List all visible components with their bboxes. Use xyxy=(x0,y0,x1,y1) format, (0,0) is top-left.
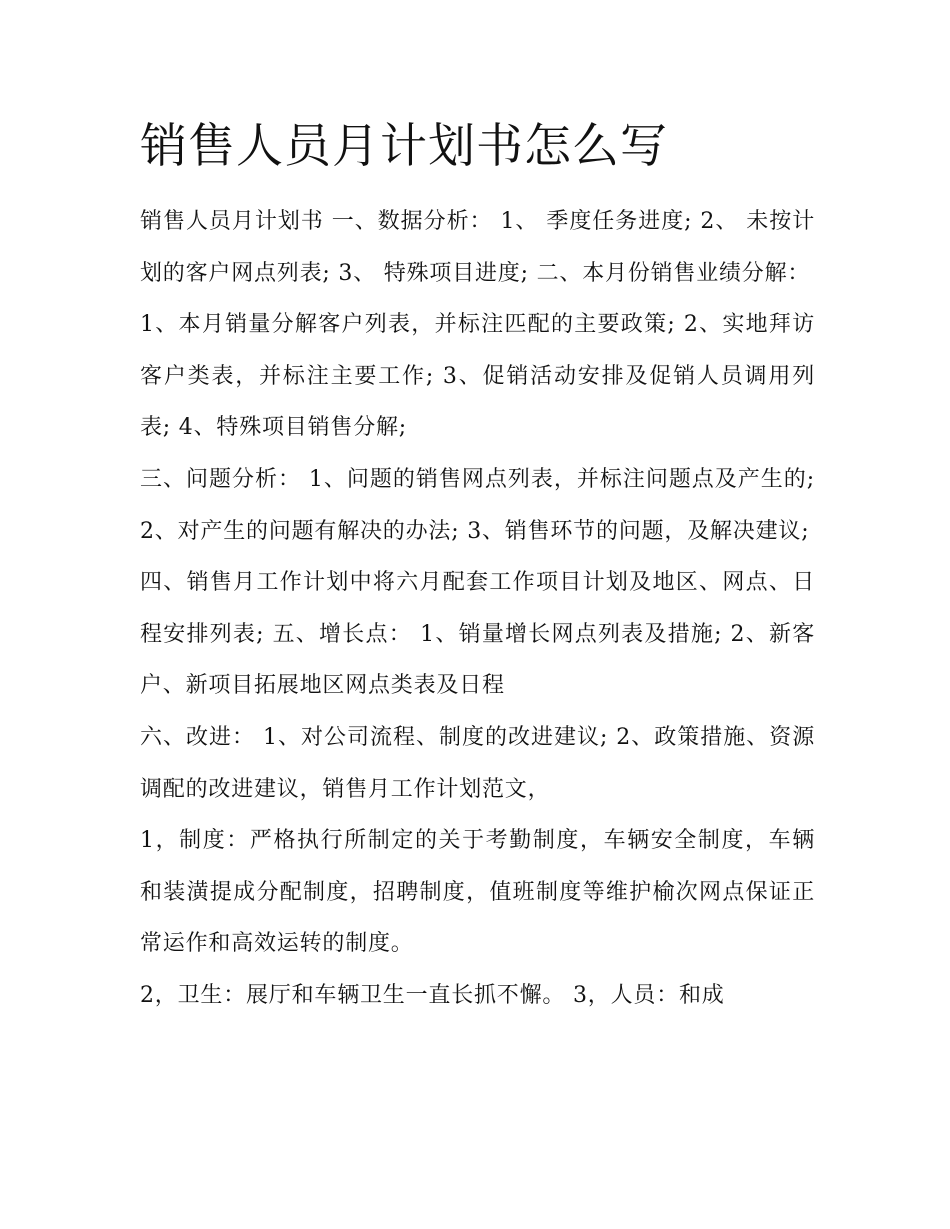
page-title: 销售人员月计划书怎么写 xyxy=(140,119,668,174)
paragraph-improvement: 六、改进： 1、对公司流程、制度的改进建议; 2、政策措施、资源调配的改进建议，销售月工作计划范文， xyxy=(140,724,815,802)
paragraph-data-analysis: 销售人员月计划书 一、数据分析： 1、 季度任务进度; 2、 未按计划的客户网点列表; 3、 特殊项目进度; 二、本月份销售业绩分解： xyxy=(140,209,815,286)
document-body xyxy=(140,196,815,1022)
paragraph-sales-breakdown: 1、本月销量分解客户列表，并标注匹配的主要政策; 2、实地拜访客户类表，并标注主要工作; 3、促销活动安排及促销人员调用列表; 4、特殊项目销售分解; xyxy=(140,312,815,441)
paragraph-hygiene-staff: 2，卫生：展厅和车辆卫生一直长抓不懈。 3，人员：和成 xyxy=(140,982,725,1008)
paragraph-problem-analysis: 三、问题分析： 1、问题的销售网点列表，并标注问题点及产生的; 2、对产生的问题有解决的办法; 3、销售环节的问题，及解决建议; xyxy=(140,466,815,544)
paragraph-work-plan-growth: 四、销售月工作计划中将六月配套工作项目计划及地区、网点、日程安排列表; 五、增长点： 1、销量增长网点列表及措施; 2、新客户、新项目拓展地区网点类表及日程 xyxy=(140,570,815,699)
paragraph-rules: 1，制度：严格执行所制定的关于考勤制度，车辆安全制度，车辆和装潢提成分配制度，招聘制度，值班制度等维护榆次网点保证正常运作和高效运转的制度。 xyxy=(140,828,815,957)
